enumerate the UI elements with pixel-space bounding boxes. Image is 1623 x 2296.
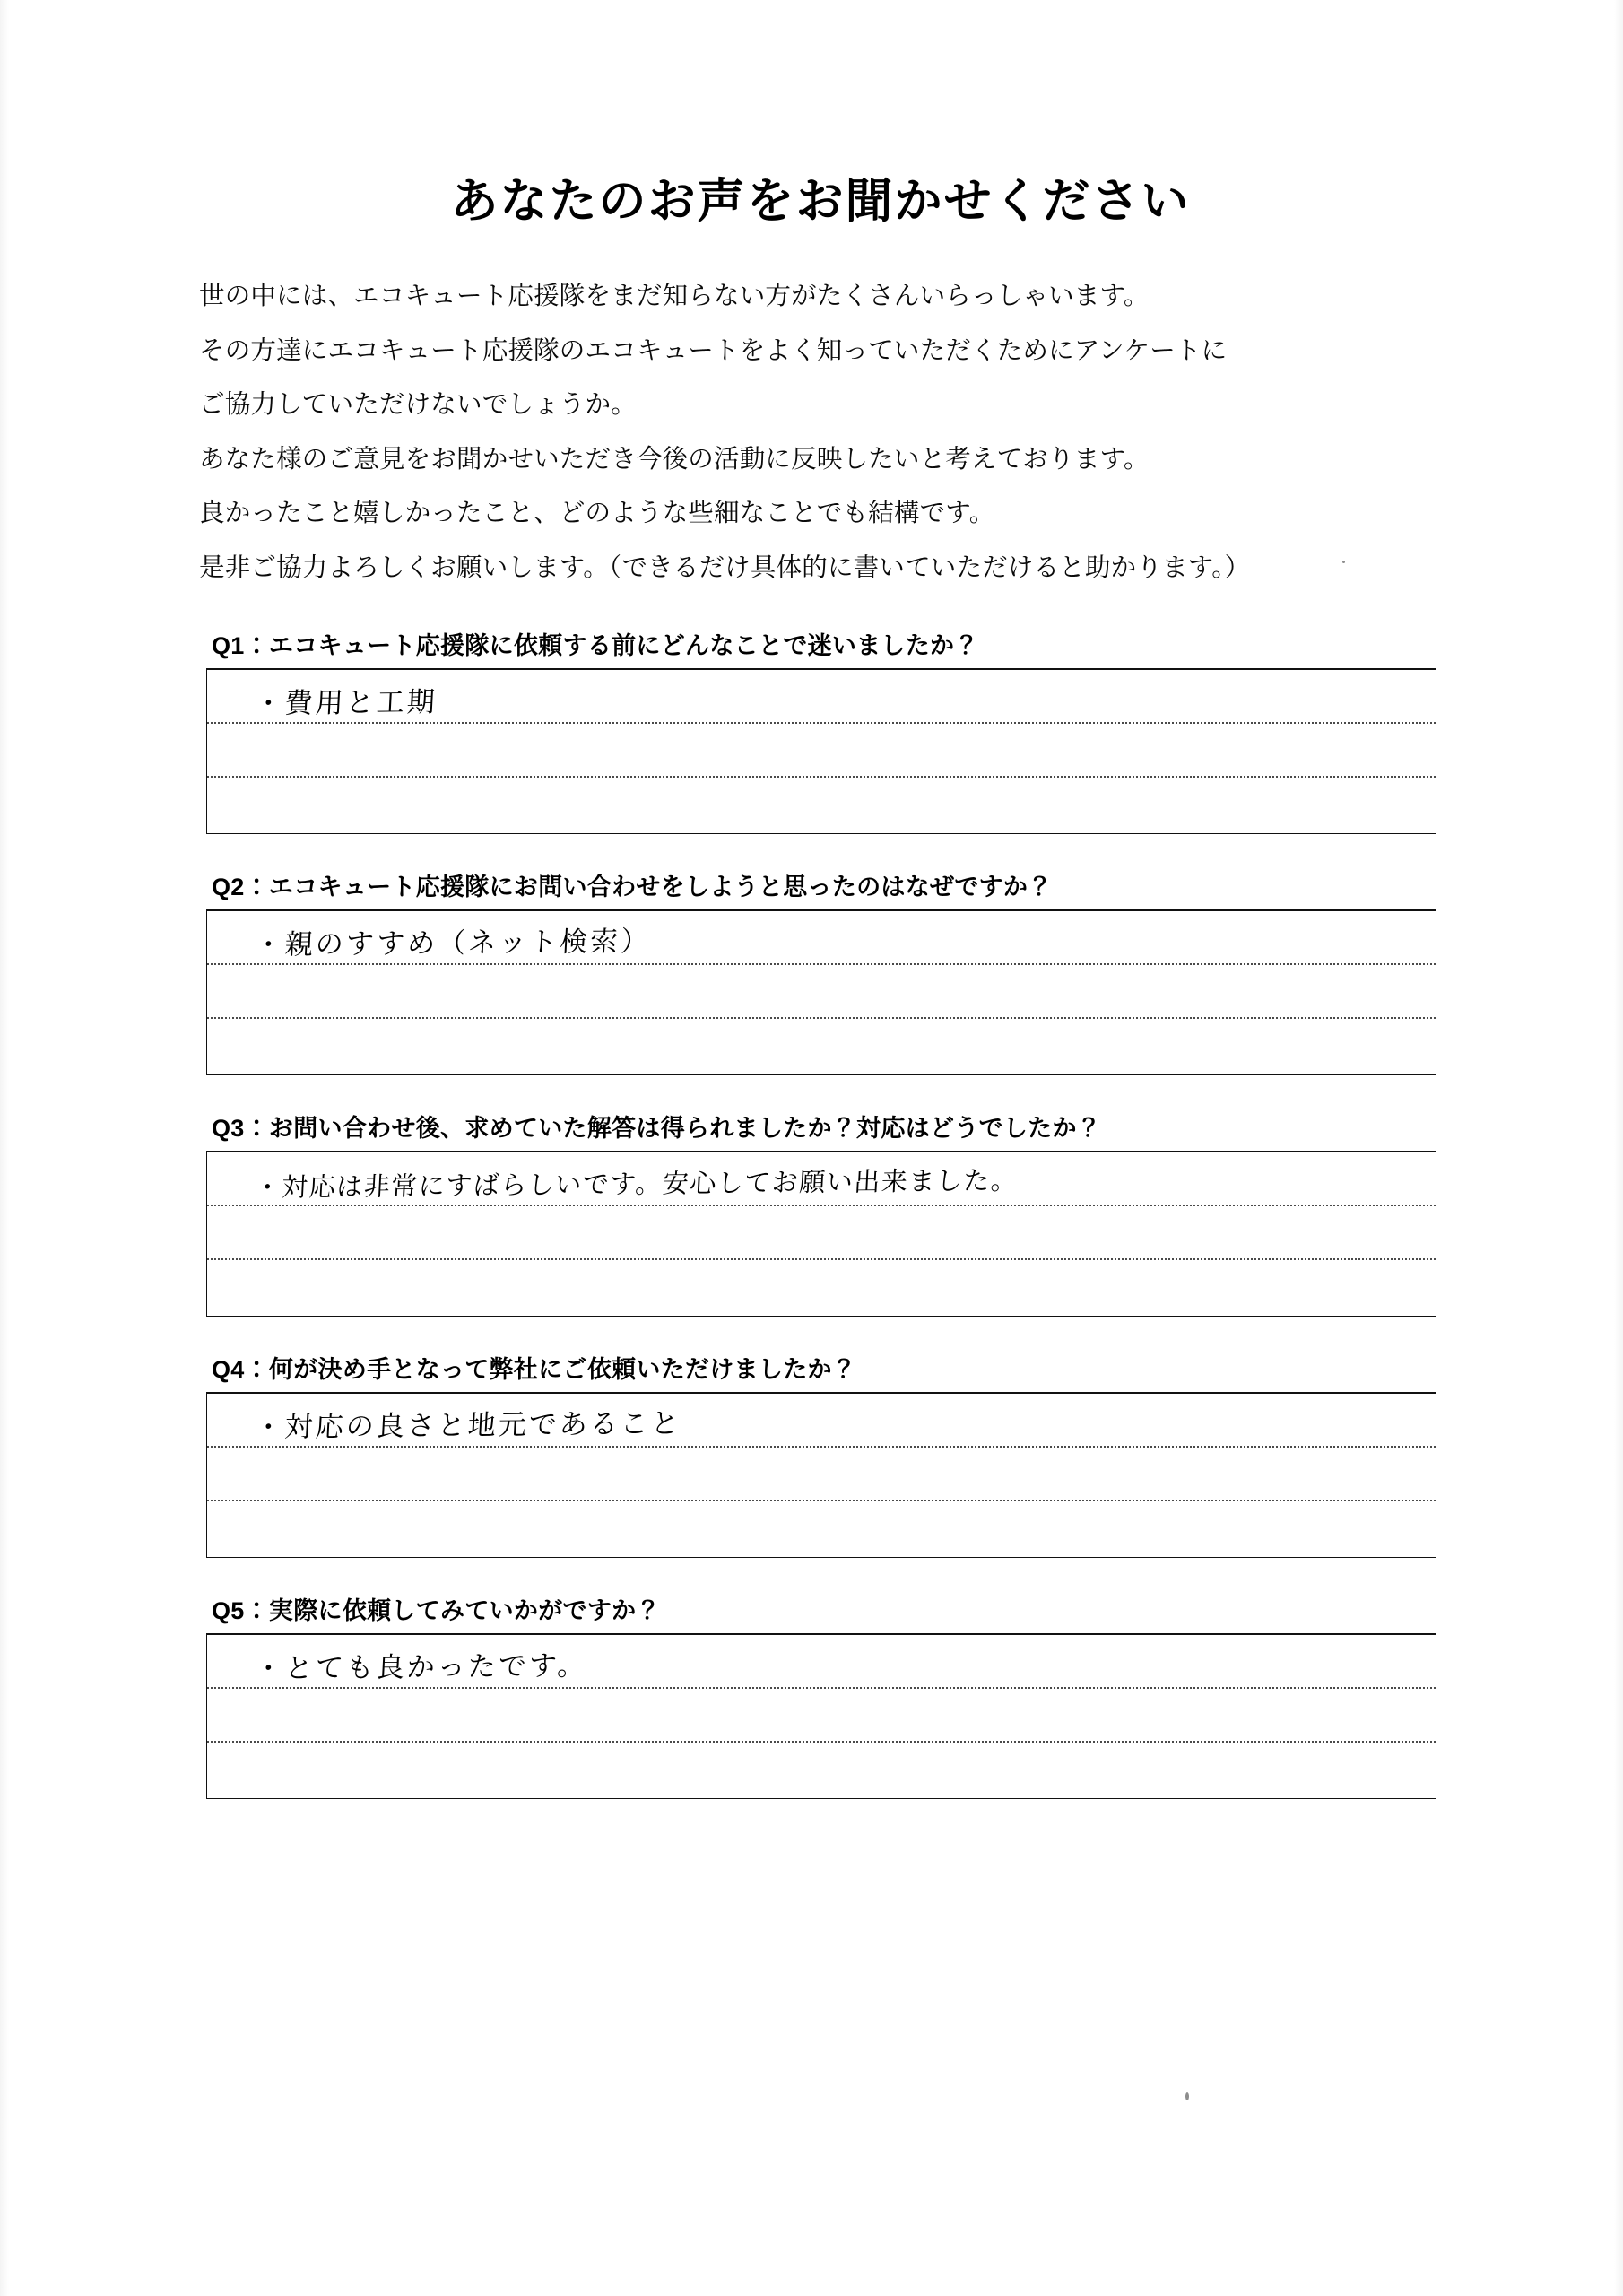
handwritten-answer-q3: ・対応は非常にすばらしいです。安心してお願い出来ました。 <box>253 1165 1020 1204</box>
question-block-q2 <box>199 875 1442 1075</box>
scan-dust-mark <box>1185 2092 1189 2100</box>
intro-line: 世の中には、エコキュート応援隊をまだ知らない方がたくさんいらっしゃいます。 <box>199 282 1150 311</box>
question-label-q2: Q2：エコキュート応援隊にお問い合わせをしようと思ったのはなぜですか？ <box>212 874 1053 901</box>
answer-box-q4[interactable] <box>206 1392 1436 1558</box>
answer-row[interactable] <box>207 724 1436 778</box>
intro-line: ご協力していただけないでしょうか。 <box>199 390 637 420</box>
handwritten-answer-q2: ・親のすすめ（ネット検索） <box>253 926 653 962</box>
answer-box-q3[interactable] <box>206 1151 1436 1317</box>
intro-paragraph <box>199 283 1442 580</box>
answer-box-q2[interactable] <box>206 909 1436 1075</box>
page-content <box>199 0 1442 1799</box>
answer-row[interactable] <box>207 1206 1436 1260</box>
intro-line: 良かったこと嬉しかったこと、どのような些細なことでも結構です。 <box>199 499 995 528</box>
scan-edge-left <box>0 0 9 2296</box>
answer-row[interactable] <box>207 1260 1436 1316</box>
page-title: あなたのお声をお聞かせください <box>450 175 1191 228</box>
answer-row[interactable] <box>207 1635 1436 1689</box>
answer-row[interactable] <box>207 1019 1436 1074</box>
handwritten-answer-q1: ・費用と工期 <box>253 686 438 721</box>
answer-row[interactable] <box>207 670 1436 724</box>
answer-row[interactable] <box>207 965 1436 1019</box>
answer-box-q1[interactable] <box>206 668 1436 834</box>
handwritten-answer-q4: ・対応の良さと地元であること <box>253 1407 682 1445</box>
question-label-q3: Q3：お問い合わせ後、求めていた解答は得られましたか？対応はどうでしたか？ <box>212 1115 1102 1143</box>
answer-row[interactable] <box>207 1152 1436 1206</box>
answer-row[interactable] <box>207 1394 1436 1448</box>
handwritten-answer-q5: ・とても良かったです。 <box>253 1649 589 1686</box>
intro-line: あなた様のご意見をお聞かせいただき今後の活動に反映したいと考えております。 <box>199 444 1150 474</box>
question-block-q4 <box>199 1358 1442 1558</box>
intro-line: その方達にエコキュート応援隊のエコキュートをよく知っていただくためにアンケートに <box>199 335 1228 365</box>
answer-row[interactable] <box>207 1689 1436 1743</box>
answer-row[interactable] <box>207 778 1436 833</box>
scan-edge-right <box>1614 0 1623 2296</box>
answer-row[interactable] <box>207 1448 1436 1501</box>
answer-row[interactable] <box>207 1743 1436 1798</box>
answer-row[interactable] <box>207 911 1436 965</box>
question-label-q1: Q1：エコキュート応援隊に依頼する前にどんなことで迷いましたか？ <box>212 632 979 660</box>
question-label-q4: Q4：何が決め手となって弊社にご依頼いただけましたか？ <box>212 1356 857 1384</box>
intro-line: 是非ご協力よろしくお願いします。（できるだけ具体的に書いていただけると助かります。） <box>199 552 1251 582</box>
question-block-q5 <box>199 1599 1442 1799</box>
answer-box-q5[interactable] <box>206 1633 1436 1799</box>
answer-row[interactable] <box>207 1501 1436 1557</box>
question-block-q1 <box>199 634 1442 834</box>
question-label-q5: Q5：実際に依頼してみていかがですか？ <box>212 1597 661 1625</box>
question-block-q3 <box>199 1117 1442 1317</box>
